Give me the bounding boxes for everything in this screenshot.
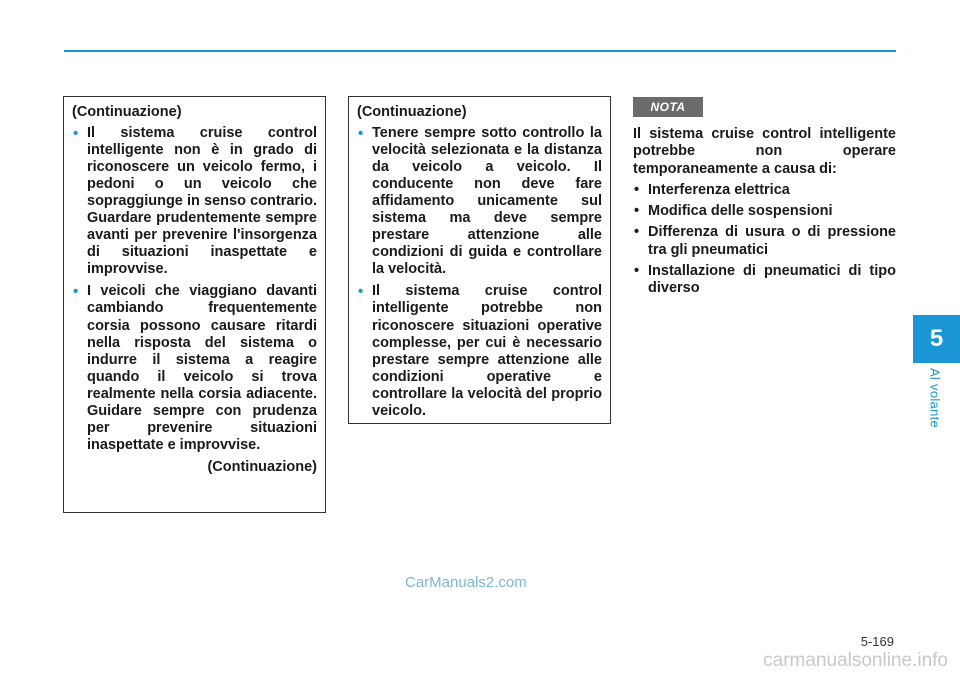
list-item: • I veicoli che viaggiano davanti cambiando frequentemente corsia possono causare ritardi nella risposta del sistema o indurre il sistema a reagire quando il veicolo si trova realmente nella corsia adiacente. Guidare sempre con prudenza per prevenire situazioni inaspettate e improvvise. xyxy=(73,283,317,454)
bullet-icon: • xyxy=(634,263,640,280)
chapter-tab: 5 xyxy=(913,315,960,363)
box-continued-label: (Continuazione) xyxy=(207,459,317,476)
box-heading: (Continuazione) xyxy=(357,104,467,120)
list-item: • Differenza di usura o di pressione tra gli pneumatici xyxy=(634,224,896,258)
warning-box-continued xyxy=(63,96,326,513)
list-item: • Modifica delle sospensioni xyxy=(634,203,833,220)
top-rule xyxy=(64,50,896,52)
bullet-icon: • xyxy=(634,224,640,241)
warning-box-end xyxy=(348,96,611,424)
note-section xyxy=(633,126,896,302)
bullet-icon: • xyxy=(634,181,640,198)
list-item: • Installazione di pneumatici di tipo diverso xyxy=(634,263,896,297)
footer-watermark: carmanualsonline.info xyxy=(763,650,948,671)
chapter-label: Al volante xyxy=(927,367,943,429)
bullet-icon: • xyxy=(634,203,640,220)
bullet-icon: • xyxy=(358,124,364,142)
note-intro: Il sistema cruise control intelligente potrebbe non operare temporaneamente a causa di: xyxy=(633,126,896,177)
list-item: • Il sistema cruise control intelligente non è in grado di riconoscere un veicolo fermo, i pedoni o un veicolo che sopraggiunge in senso contrario. Guardare prudentemente sempre avanti per prevenire l'insorgenza di situazioni inaspettate e improvvise. xyxy=(73,124,317,278)
note-badge: NOTA xyxy=(633,97,703,117)
page-number: 5-169 xyxy=(860,634,894,649)
list-item: • Il sistema cruise control intelligente potrebbe non riconoscere situazioni operative complesse, per cui è necessario prestare sempre attenzione alle condizioni operative e controllare la velocità del proprio veicolo. xyxy=(358,283,602,419)
bullet-icon: • xyxy=(73,283,79,301)
watermark: CarManuals2.com xyxy=(405,574,527,591)
list-item: • Interferenza elettrica xyxy=(634,181,790,198)
list-item: • Tenere sempre sotto controllo la velocità selezionata e la distanza da veicolo a veicolo. Il conducente non deve fare affidamento unicamente sul sistema ma deve sempre prestare attenzione alle condizioni di guida e controllare la velocità. xyxy=(358,124,602,278)
box-heading: (Continuazione) xyxy=(72,104,182,120)
bullet-icon: • xyxy=(73,124,79,142)
bullet-icon: • xyxy=(358,283,364,301)
